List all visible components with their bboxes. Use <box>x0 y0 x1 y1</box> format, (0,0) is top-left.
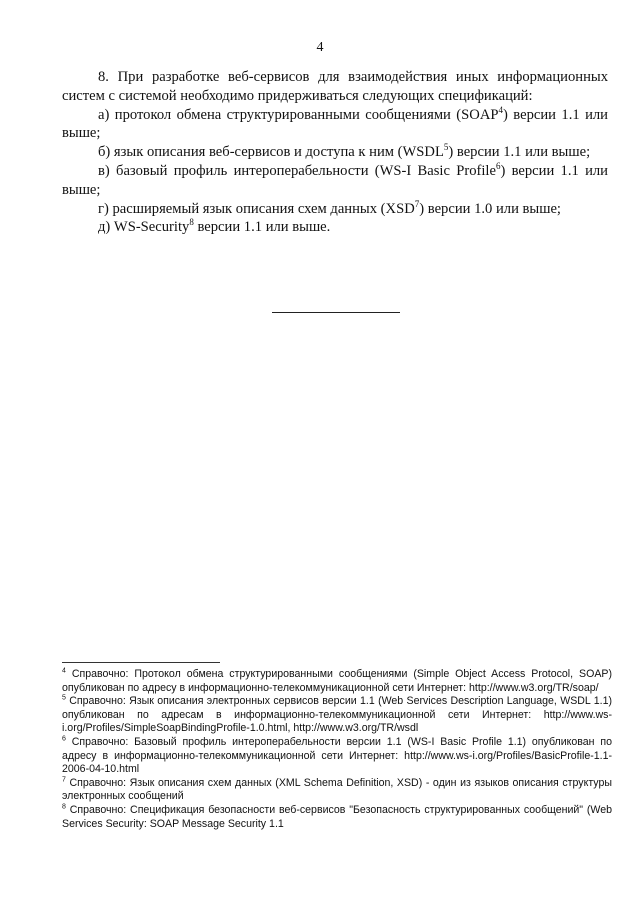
footnote-text: Справочно: Базовый профиль интероперабельности версии 1.1 (WS-I Basic Profile 1.1) опубликован по адресу в информационно-телекоммуникационной сети Интернет: http://www.ws-i.org/Profiles/BasicProfile-1.1-2006-04-10.html <box>62 735 612 776</box>
list-item-text: д) WS-Security <box>98 219 190 236</box>
list-item-text: ) версии 1.0 или выше; <box>419 200 561 217</box>
footnote-text: Справочно: Спецификация безопасности веб-сервисов "Безопасность структурированных сообщений" (Web Services Security: SOAP Message Security 1.1 <box>62 803 612 830</box>
footnotes <box>62 668 612 831</box>
list-item-wsdl <box>62 143 608 162</box>
list-item-text: версии 1.1 или выше. <box>193 219 331 236</box>
list-item-text: г) расширяемый язык описания схем данных (XSD <box>98 200 415 217</box>
list-item-text: ) версии 1.1 или выше; <box>448 144 591 161</box>
footnote-number: 7 <box>62 776 66 784</box>
footnote-number: 5 <box>62 694 66 702</box>
footnote-text: Справочно: Протокол обмена структурированными сообщениями (Simple Object Access Protocol, SOAP) опубликован по адресу в информационно-телекоммуникационной сети Интернет: http://www.w3.org/TR/soap/ <box>62 668 612 694</box>
footnote <box>62 695 612 736</box>
list-item-text: ) версии 1.1 или выше; <box>62 162 608 198</box>
list-item-xsd <box>62 200 608 219</box>
list-item-soap <box>62 106 608 144</box>
footnote-number: 8 <box>62 803 66 811</box>
footnote <box>62 777 612 804</box>
footnote <box>62 804 612 831</box>
footnote-ref: 8 <box>189 217 194 228</box>
body-text <box>62 68 608 237</box>
list-item-ws-security <box>62 218 608 237</box>
footnote-ref: 6 <box>495 161 501 172</box>
list-item-text: в) базовый профиль интероперабельности (WS-I Basic Profile <box>98 162 496 179</box>
footnote <box>62 668 612 695</box>
footnote-divider <box>62 662 220 663</box>
list-item-basic-profile <box>62 162 608 200</box>
page-number: 4 <box>316 40 324 55</box>
list-item-text: ) версии 1.1 или выше; <box>62 106 608 142</box>
footnote-number: 4 <box>62 667 66 675</box>
footnote-text: Справочно: Язык описания схем данных (XML Schema Definition, XSD) - один из языков описания структуры электронных сообщений <box>62 776 612 803</box>
footnote-ref: 5 <box>443 142 449 153</box>
footnote-text: Справочно: Язык описания электронных сервисов версии 1.1 (Web Services Description Language, WSDL 1.1) опубликован по адресам в информационно-телекоммуникационной сети Интернет: http://www.ws-i.org/Profiles/SimpleSoapBindingProfile-1.0.html, http://www.w3.org/TR/wsdl <box>62 695 613 735</box>
footnote-number: 6 <box>62 735 66 743</box>
footnote-ref: 7 <box>414 198 420 209</box>
footnote <box>62 736 612 777</box>
section-divider <box>272 312 400 313</box>
paragraph-intro: 8. При разработке веб-сервисов для взаимодействия иных информационных систем с системой необходимо придерживаться следующих спецификаций: <box>62 69 608 104</box>
footnote-ref: 4 <box>498 104 503 115</box>
list-item-text: а) протокол обмена структурированными сообщениями (SOAP <box>98 106 499 123</box>
list-item-text: б) язык описания веб-сервисов и доступа к ним (WSDL <box>98 144 444 161</box>
